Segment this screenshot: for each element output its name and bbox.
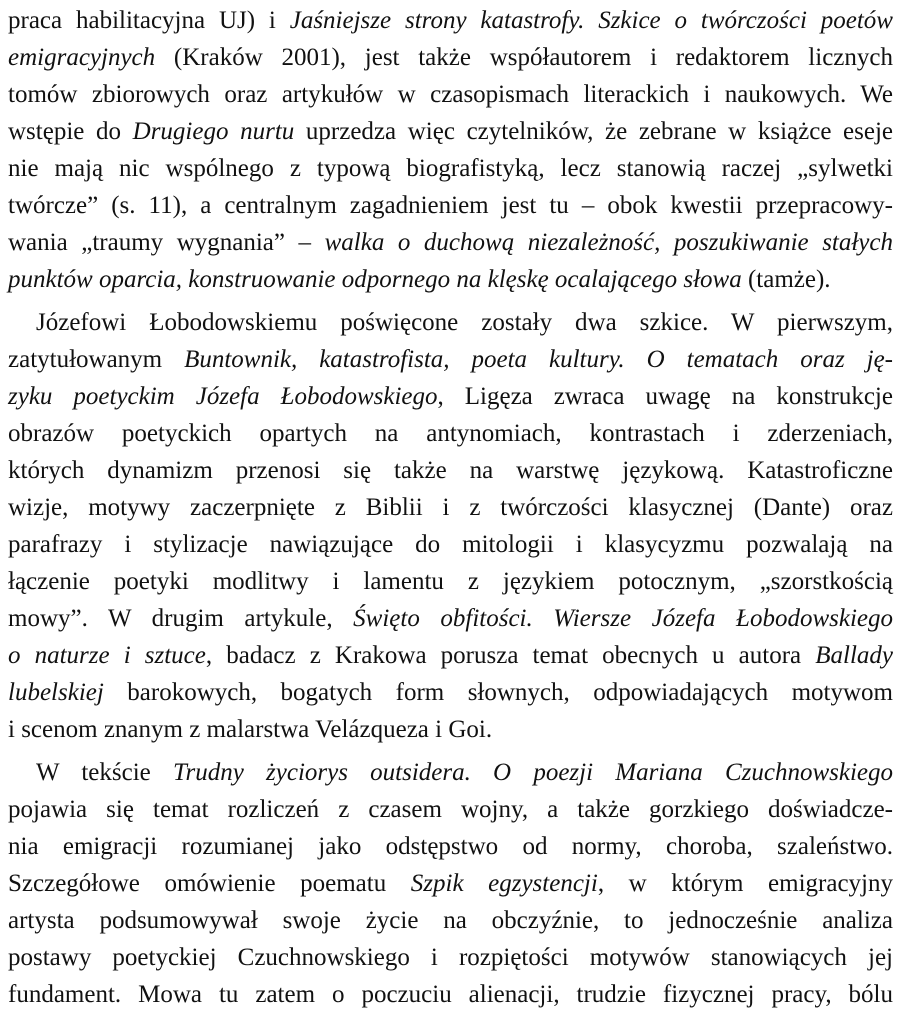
- text-line: [8, 39, 893, 76]
- text-segment: (tamże).: [741, 266, 831, 293]
- italic-text-segment: Drugiego nurtu: [132, 118, 295, 145]
- italic-text-segment: o naturze i sztuce: [8, 642, 206, 669]
- text-segment: artysta podsumowywał swoje życie na obczyźnie, to jednocześnie analiza: [8, 907, 893, 934]
- italic-text-segment: Buntownik, katastrofista, poeta kultury. O tematach oraz ję-: [184, 346, 893, 373]
- text-segment: W tekście: [36, 759, 173, 786]
- text-segment: łączenie poetyki modlitwy i lamentu z językiem potocznym, „szorstkością: [8, 568, 893, 595]
- text-line: [8, 452, 893, 489]
- text-line: [8, 304, 893, 341]
- text-line: [8, 791, 893, 828]
- text-segment: mowy”. W drugim artykule,: [8, 605, 354, 632]
- italic-text-segment: Jaśniejsze strony katastrofy. Szkice o twórczości poetów: [289, 7, 893, 34]
- text-segment: barokowych, bogatych form słownych, odpowiadających motywom: [103, 679, 893, 706]
- italic-text-segment: lubelskiej: [8, 679, 104, 706]
- text-segment: , w którym emigracyjny: [597, 870, 893, 897]
- text-segment: praca habilitacyjna UJ) i: [8, 7, 290, 34]
- text-line: [8, 489, 893, 526]
- text-line: [8, 637, 893, 674]
- text-line: [8, 526, 893, 563]
- text-segment: nia emigracji rozumianej jako odstępstwo od normy, choroba, szaleństwo.: [8, 833, 893, 860]
- text-segment: tomów zbiorowych oraz artykułów w czasopismach literackich i naukowych. We: [8, 81, 893, 108]
- text-segment: postawy poetyckiej Czuchnowskiego i rozpiętości motywów stanowiących jej: [8, 944, 893, 971]
- text-segment: obrazów poetyckich opartych na antynomiach, kontrastach i zderzeniach,: [8, 420, 893, 447]
- body-text: [8, 2, 893, 1013]
- text-line: [8, 415, 893, 452]
- text-line: [8, 600, 893, 637]
- text-segment: wania „traumy wygnania” –: [8, 229, 325, 256]
- text-segment: i scenom znanym z malarstwa Velázqueza i Goi.: [8, 716, 493, 743]
- italic-text-segment: walka o duchową niezależność, poszukiwanie stałych: [324, 229, 894, 256]
- text-line: [8, 378, 893, 415]
- text-segment: , badacz z Krakowa porusza temat obecnych u autora: [205, 642, 816, 669]
- text-segment: twórcze” (s. 11), a centralnym zagadnieniem jest tu – obok kwestii przepracowy-: [8, 192, 893, 219]
- text-segment: Józefowi Łobodowskiemu poświęcone zostały dwa szkice. W pierwszym,: [36, 309, 893, 336]
- text-segment: fundament. Mowa tu zatem o poczuciu alienacji, trudzie fizycznej pracy, bólu: [8, 981, 893, 1008]
- text-line: [8, 902, 893, 939]
- text-segment: (Kraków 2001), jest także współautorem i redaktorem licznych: [155, 44, 893, 71]
- text-segment: nie mają nic wspólnego z typową biografistyką, lecz stanowią raczej „sylwetki: [8, 155, 893, 182]
- text-segment: wizje, motywy zaczerpnięte z Biblii i z twórczości klasycznej (Dante) oraz: [8, 494, 893, 521]
- text-line: [8, 674, 893, 711]
- text-segment: zatytułowanym: [8, 346, 185, 373]
- text-line: [8, 828, 893, 865]
- text-segment: których dynamizm przenosi się także na warstwę językową. Katastroficzne: [8, 457, 893, 484]
- text-line: [8, 150, 893, 187]
- text-line: [8, 939, 893, 976]
- italic-text-segment: zyku poetyckim Józefa Łobodowskiego: [8, 383, 438, 410]
- text-line: [8, 563, 893, 600]
- italic-text-segment: Święto obfitości. Wiersze Józefa Łobodowskiego: [353, 605, 893, 632]
- italic-text-segment: emigracyjnych: [8, 44, 156, 71]
- text-segment: uprzedza więc czytelników, że zebrane w książce eseje: [294, 118, 894, 145]
- text-line: [8, 2, 893, 39]
- text-line: [8, 187, 893, 224]
- text-segment: parafrazy i stylizacje nawiązujące do mitologii i klasycyzmu pozwalają na: [8, 531, 893, 558]
- italic-text-segment: Ballady: [815, 642, 893, 669]
- text-line: [8, 754, 893, 791]
- text-segment: wstępie do: [8, 118, 133, 145]
- italic-text-segment: Trudny życiorys outsidera. O poezji Mariana Czuchnowskiego: [172, 759, 893, 786]
- text-line: [8, 113, 893, 150]
- text-segment: pojawia się temat rozliczeń z czasem wojny, a także gorzkiego doświadcze-: [8, 796, 893, 823]
- text-line: [8, 76, 893, 113]
- text-segment: , Ligęza zwraca uwagę na konstrukcje: [437, 383, 893, 410]
- italic-text-segment: Szpik egzystencji: [410, 870, 598, 897]
- text-line: [8, 976, 893, 1013]
- text-line: [8, 224, 893, 261]
- text-line: [8, 865, 893, 902]
- text-line: [8, 341, 893, 378]
- italic-text-segment: punktów oparcia, konstruowanie odpornego na klęskę ocalającego słowa: [8, 266, 742, 293]
- text-line: [8, 261, 893, 298]
- text-line: [8, 711, 893, 748]
- text-segment: Szczegółowe omówienie poematu: [8, 870, 411, 897]
